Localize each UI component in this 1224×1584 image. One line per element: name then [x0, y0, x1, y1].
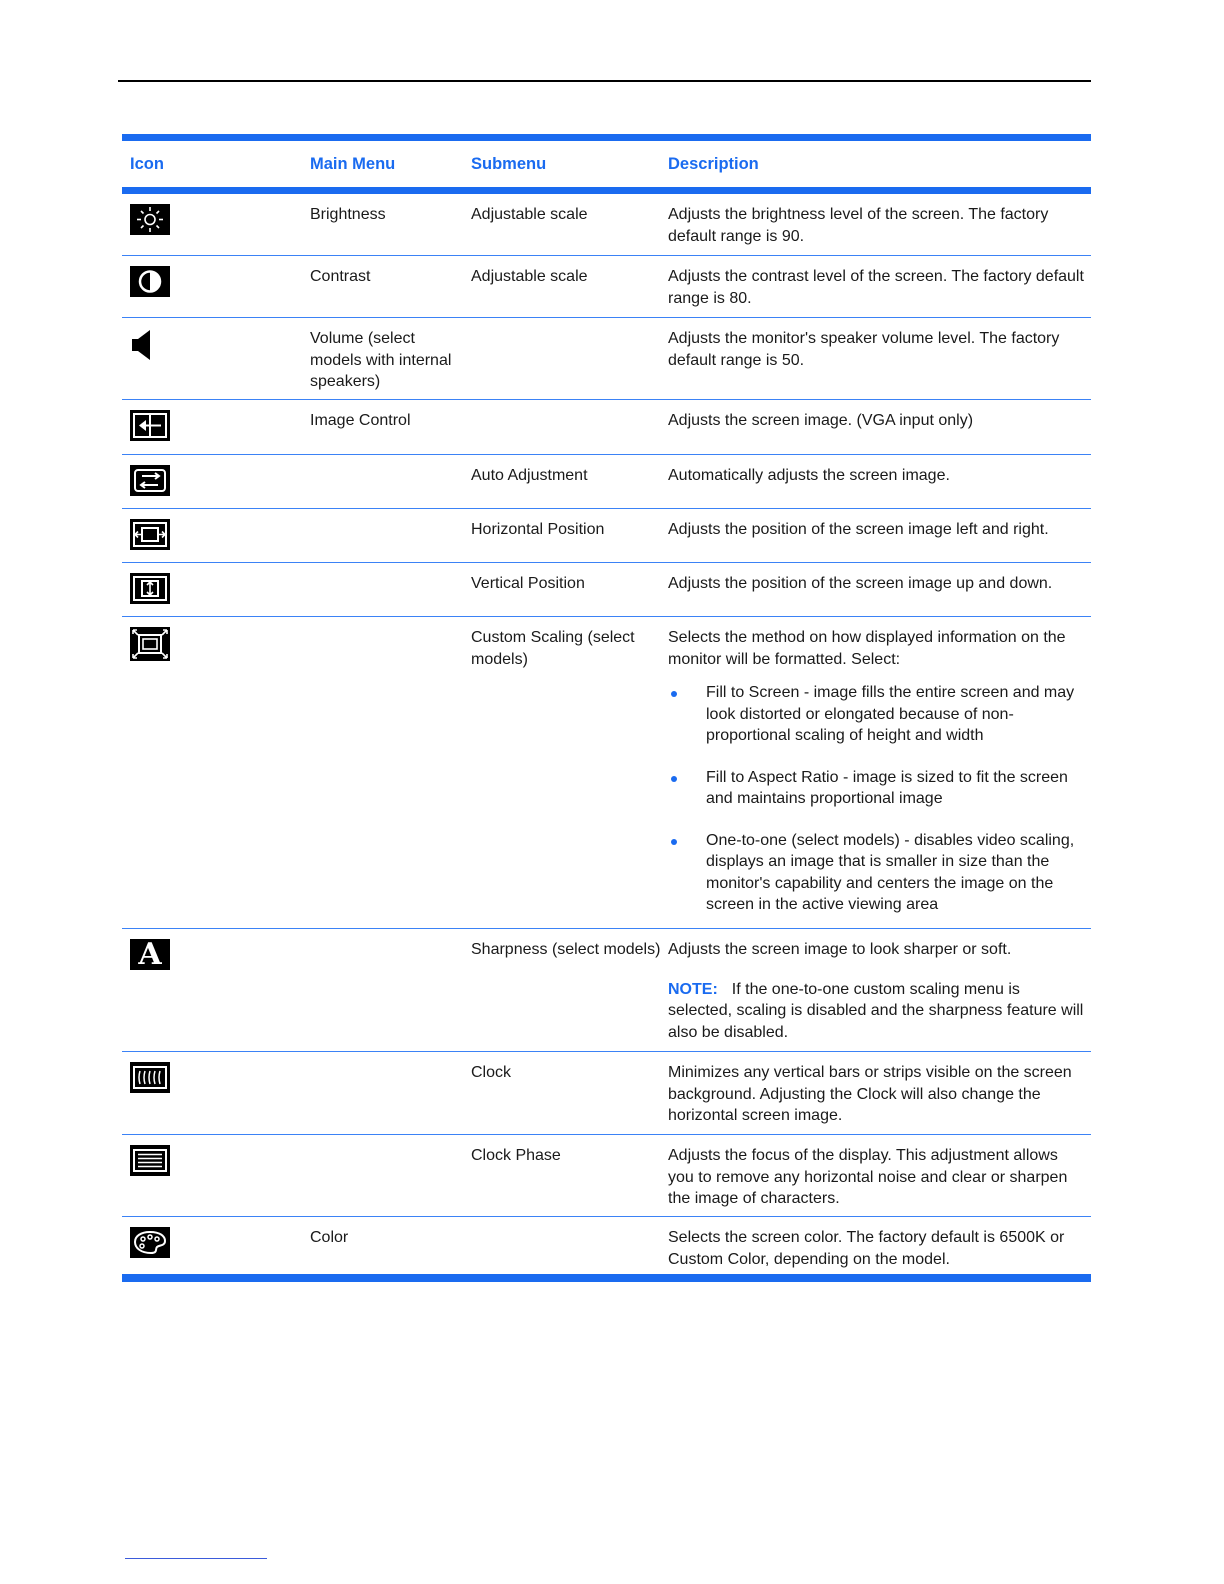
main-menu-cell [310, 929, 471, 1051]
submenu-cell [471, 1217, 668, 1274]
description-cell: Adjusts the screen image. (VGA input only) [668, 412, 974, 429]
description-text: Adjusts the screen image to look sharper or soft. [668, 941, 1012, 958]
vertical-position-icon [130, 573, 170, 604]
submenu-cell: Clock Phase [471, 1147, 561, 1164]
table-row [122, 399, 1091, 454]
sharpness-glyph: A [138, 937, 162, 972]
submenu-cell: Sharpness (select models) [471, 941, 661, 958]
list-item [668, 682, 1085, 747]
table-row [122, 454, 1091, 508]
submenu-cell: Horizontal Position [471, 521, 605, 538]
header-icon: Icon [130, 154, 164, 173]
main-menu-cell: Color [310, 1229, 349, 1246]
description-cell: Minimizes any vertical bars or strips visible on the screen background. Adjusting the Clock will also change the horizontal screen image. [668, 1064, 1072, 1124]
header-submenu: Submenu [471, 154, 547, 173]
description-text: Selects the method on how displayed information on the monitor will be formatted. Select: [668, 629, 1066, 668]
table-row [122, 508, 1091, 562]
submenu-cell [471, 318, 668, 399]
description-cell: Automatically adjusts the screen image. [668, 467, 950, 484]
table-top-border [122, 134, 1091, 141]
clock-phase-icon [130, 1145, 170, 1176]
description-cell: Adjusts the position of the screen image up and down. [668, 575, 1053, 592]
bullet-text: Fill to Aspect Ratio - image is sized to fit the screen and maintains proportional image [706, 768, 1068, 807]
note-text: If the one-to-one custom scaling menu is selected, scaling is disabled and the sharpness feature will also be disabled. [668, 980, 1084, 1041]
header-main-menu: Main Menu [310, 154, 396, 173]
description-cell: Adjusts the contrast level of the screen. The factory default range is 80. [668, 268, 1084, 307]
main-menu-cell [310, 617, 471, 928]
table-row [122, 928, 1091, 1051]
header-description: Description [668, 154, 759, 173]
main-menu-cell: Volume (select models with internal speakers) [310, 330, 452, 390]
color-palette-icon [130, 1227, 170, 1258]
main-menu-cell [310, 1135, 471, 1216]
list-item [668, 767, 1085, 810]
table-row [122, 1216, 1091, 1274]
bullet-icon [671, 839, 677, 845]
main-menu-cell: Brightness [310, 206, 386, 223]
description-cell: Adjusts the monitor's speaker volume level. The factory default range is 50. [668, 330, 1060, 369]
custom-scaling-icon [130, 627, 170, 661]
clock-icon [130, 1062, 170, 1093]
description-cell [668, 929, 1091, 1051]
submenu-cell: Auto Adjustment [471, 467, 588, 484]
description-cell [668, 617, 1091, 928]
main-menu-cell [310, 1052, 471, 1134]
image-control-icon [130, 410, 170, 441]
submenu-cell: Adjustable scale [471, 268, 588, 285]
main-menu-cell [310, 509, 471, 562]
brightness-icon [130, 204, 170, 235]
top-rule [118, 80, 1091, 82]
table-row [122, 562, 1091, 616]
speaker-icon [130, 328, 170, 359]
table-row [122, 1051, 1091, 1134]
main-menu-cell: Image Control [310, 412, 411, 429]
osd-menu-table [122, 134, 1091, 1282]
description-cell: Adjusts the brightness level of the screen. The factory default range is 90. [668, 206, 1049, 245]
bullet-icon [671, 776, 677, 782]
footer-rule [125, 1558, 267, 1559]
list-item [668, 830, 1085, 916]
submenu-cell [471, 400, 668, 454]
description-cell: Adjusts the position of the screen image left and right. [668, 521, 1049, 538]
description-cell: Adjusts the focus of the display. This adjustment allows you to remove any horizontal noise and clear or sharpen the image of characters. [668, 1147, 1068, 1207]
table-bottom-border [122, 1274, 1091, 1282]
header-bottom-border [122, 187, 1091, 194]
main-menu-cell [310, 563, 471, 616]
note [668, 979, 1085, 1044]
scaling-options-list [668, 682, 1085, 916]
table-row [122, 1134, 1091, 1216]
auto-adjust-icon [130, 465, 170, 496]
bullet-text: Fill to Screen - image fills the entire screen and may look distorted or elongated because of non-proportional scaling of height and width [706, 684, 1075, 744]
bullet-icon [671, 691, 677, 697]
main-menu-cell: Contrast [310, 268, 371, 285]
sharpness-icon [130, 939, 170, 970]
horizontal-position-icon [130, 519, 170, 550]
table-header [122, 141, 1091, 187]
table-row [122, 194, 1091, 255]
contrast-icon [130, 266, 170, 297]
table-row [122, 255, 1091, 317]
main-menu-cell [310, 455, 471, 508]
description-cell: Selects the screen color. The factory default is 6500K or Custom Color, depending on the model. [668, 1229, 1065, 1268]
submenu-cell: Custom Scaling (select models) [471, 629, 635, 668]
submenu-cell: Adjustable scale [471, 206, 588, 223]
submenu-cell: Clock [471, 1064, 512, 1081]
submenu-cell: Vertical Position [471, 575, 585, 592]
table-row [122, 616, 1091, 928]
bullet-text: One-to-one (select models) - disables video scaling, displays an image that is smaller in size than the monitor's capability and centers the image on the screen in the active viewing area [706, 831, 1075, 913]
table-row [122, 317, 1091, 399]
note-label: NOTE: [668, 980, 718, 998]
